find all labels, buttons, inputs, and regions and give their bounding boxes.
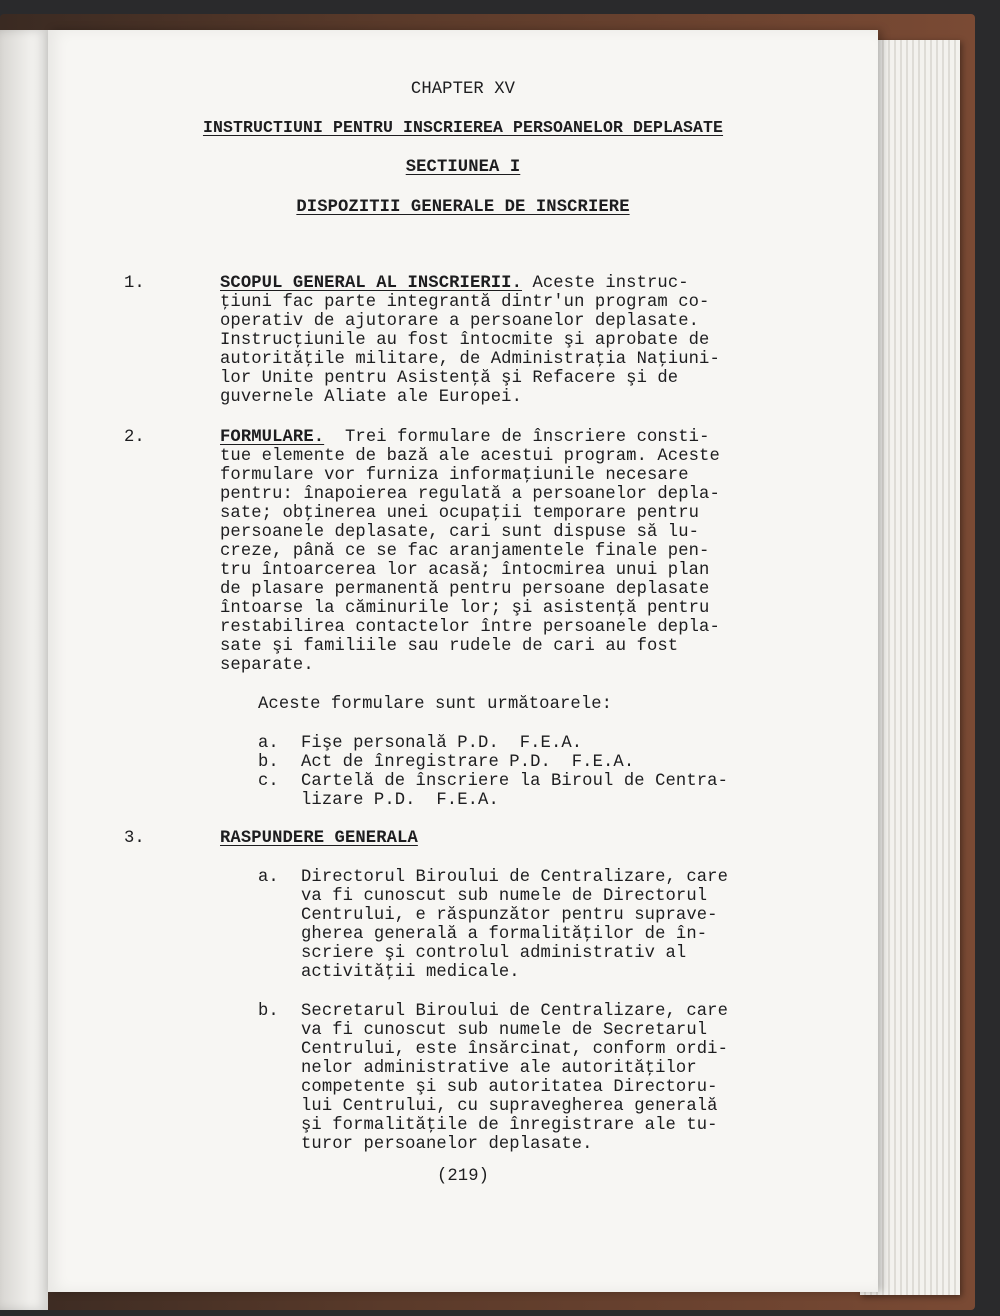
paragraph-line: autorităţile militare, de Administraţia Naţiuni-: [220, 350, 720, 369]
paragraph-line: sate; obţinerea unei ocupaţii temporare pentru: [220, 504, 700, 523]
section-paragraph: [220, 274, 689, 293]
section-heading: RASPUNDERE GENERALA: [220, 829, 418, 848]
paragraph-line: operativ de ajutorare a persoanelor deplasate.: [220, 312, 700, 331]
paragraph-line: întoarse la căminurile lor; şi asistenţă pentru: [220, 599, 710, 618]
paragraph-line: Centrului, este însărcinat, conform ordi-: [301, 1040, 728, 1059]
section-subtitle: DISPOZITII GENERALE DE INSCRIERE: [296, 198, 630, 217]
paragraph-line: pentru: înapoierea regulată a persoanelor depla-: [220, 485, 720, 504]
section-heading: FORMULARE.: [220, 428, 325, 447]
paragraph-line: Secretarul Biroului de Centralizare, care: [301, 1002, 728, 1021]
paragraph-line: şi formalităţile de înregistrare ale tu-: [301, 1116, 718, 1135]
list-item: Fişe personală P.D. F.E.A.: [301, 734, 583, 753]
paragraph-line: ţiuni fac parte integrantă dintr'un program co-: [220, 293, 710, 312]
paragraph-line: competente şi sub autoritatea Directoru-: [301, 1078, 718, 1097]
paragraph-line: va fi cunoscut sub numele de Secretarul: [301, 1021, 708, 1040]
paragraph-line: separate.: [220, 656, 314, 675]
section-label: SECTIUNEA I: [405, 158, 521, 177]
list-letter: b.: [258, 753, 279, 772]
paragraph-line: Directorul Biroului de Centralizare, care: [301, 868, 728, 887]
paragraph-line: tru întoarcerea lor acasă; întocmirea unui plan: [220, 561, 710, 580]
section-number: 3.: [124, 829, 145, 848]
paragraph-line: Aceste instruc-: [532, 274, 689, 293]
paragraph-line: gherea generală a formalităţilor de în-: [301, 925, 708, 944]
paragraph-line: Trei formulare de înscriere consti-: [345, 428, 710, 447]
section-paragraph: [220, 428, 710, 447]
document-title: INSTRUCTIUNI PENTRU INSCRIEREA PERSOANELOR DEPLASATE: [202, 118, 724, 137]
list-letter: b.: [258, 1002, 279, 1021]
list-item: Act de înregistrare P.D. F.E.A.: [301, 753, 635, 772]
paragraph-line: restabilirea contactelor între persoanele depla-: [220, 618, 720, 637]
section-heading: SCOPUL GENERAL AL INSCRIERII.: [220, 274, 523, 293]
list-item: lizare P.D. F.E.A.: [301, 791, 499, 810]
section-number: 2.: [124, 428, 145, 447]
paragraph-line: tue elemente de bază ale acestui program. Aceste: [220, 447, 720, 466]
paragraph-line: lor Unite pentru Asistenţă şi Refacere şi de: [220, 369, 679, 388]
paragraph-line: persoanele deplasate, cari sunt dispuse să lu-: [220, 523, 700, 542]
paragraph-line: activităţii medicale.: [301, 963, 520, 982]
paragraph-line: sate şi familiile sau rudele de cari au fost: [220, 637, 679, 656]
list-intro: Aceste formulare sunt următoarele:: [258, 695, 613, 714]
paragraph-line: creze, până ce se fac aranjamentele finale pen-: [220, 542, 710, 561]
paragraph-line: va fi cunoscut sub numele de Directorul: [301, 887, 708, 906]
paragraph-line: Centrului, e răspunzător pentru suprave-: [301, 906, 718, 925]
paragraph-line: turor persoanelor deplasate.: [301, 1135, 593, 1154]
section-number: 1.: [124, 274, 145, 293]
chapter-label: CHAPTER XV: [410, 80, 516, 99]
list-letter: a.: [258, 868, 279, 887]
paragraph-line: lui Centrului, cu supravegherea generală: [301, 1097, 718, 1116]
page-number: (219): [436, 1167, 490, 1186]
facing-page-edge: [0, 30, 48, 1310]
book-page: [48, 30, 878, 1292]
paragraph-line: de plasare permanentă pentru persoane deplasate: [220, 580, 710, 599]
paragraph-line: Instrucţiunile au fost întocmite şi aprobate de: [220, 331, 710, 350]
list-letter: a.: [258, 734, 279, 753]
list-letter: c.: [258, 772, 279, 791]
paragraph-line: formulare vor furniza informaţiunile necesare: [220, 466, 689, 485]
paragraph-line: guvernele Aliate ale Europei.: [220, 388, 523, 407]
paragraph-line: nelor administrative ale autorităţilor: [301, 1059, 697, 1078]
list-item: Cartelă de înscriere la Biroul de Centra-: [301, 772, 728, 791]
paragraph-line: scriere şi controlul administrativ al: [301, 944, 687, 963]
